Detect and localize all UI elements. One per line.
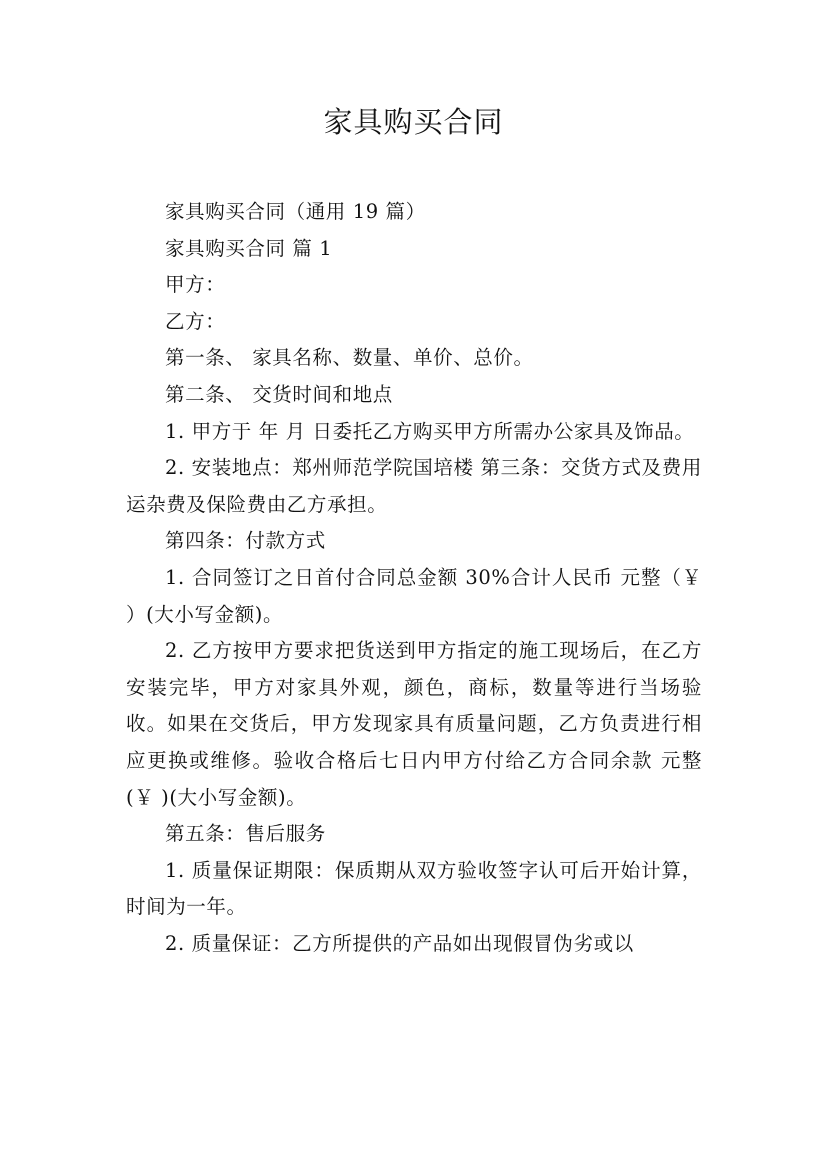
document-body	[126, 194, 702, 962]
paragraph-part-heading: 家具购买合同 篇 1	[165, 236, 333, 260]
paragraph-article-4-item-1: 1. 合同签订之日首付合同总金额 30%合计人民币 元整（￥ ）(大小写金额)。	[126, 565, 702, 626]
paragraph-article-5-item-2: 2. 质量保证：乙方所提供的产品如出现假冒伪劣或以	[165, 931, 634, 955]
paragraph-subtitle: 家具购买合同（通用 19 篇）	[165, 200, 426, 223]
paragraph-article-1: 第一条、 家具名称、数量、单价、总价。	[165, 346, 534, 370]
paragraph-article-5: 第五条：售后服务	[165, 822, 326, 846]
paragraph-party-b: 乙方：	[165, 309, 226, 333]
paragraph-article-4: 第四条：付款方式	[165, 529, 326, 553]
paragraph-article-4-item-2: 2. 乙方按甲方要求把货送到甲方指定的施工现场后，在乙方安装完毕，甲方对家具外观，颜色，商标，数量等进行当场验收。如果在交货后，甲方发现家具有质量问题，乙方负责进行相应更换或维修。验收合格后七日内甲方付给乙方合同余款 元整(￥ )(大小写金额)。	[126, 639, 702, 809]
paragraph-party-a: 甲方：	[165, 273, 226, 297]
paragraph-article-5-item-1: 1. 质量保证期限：保质期从双方验收签字认可后开始计算，时间为一年。	[126, 858, 702, 919]
paragraph-article-2-item-2: 2. 安装地点：郑州师范学院国培楼 第三条：交货方式及费用运杂费及保险费由乙方承担。	[126, 456, 702, 516]
paragraph-article-2: 第二条、 交货时间和地点	[165, 382, 393, 406]
document-title: 家具购买合同	[323, 105, 504, 139]
paragraph-article-2-item-1: 1. 甲方于 年 月 日委托乙方购买甲方所需办公家具及饰品。	[165, 419, 695, 443]
